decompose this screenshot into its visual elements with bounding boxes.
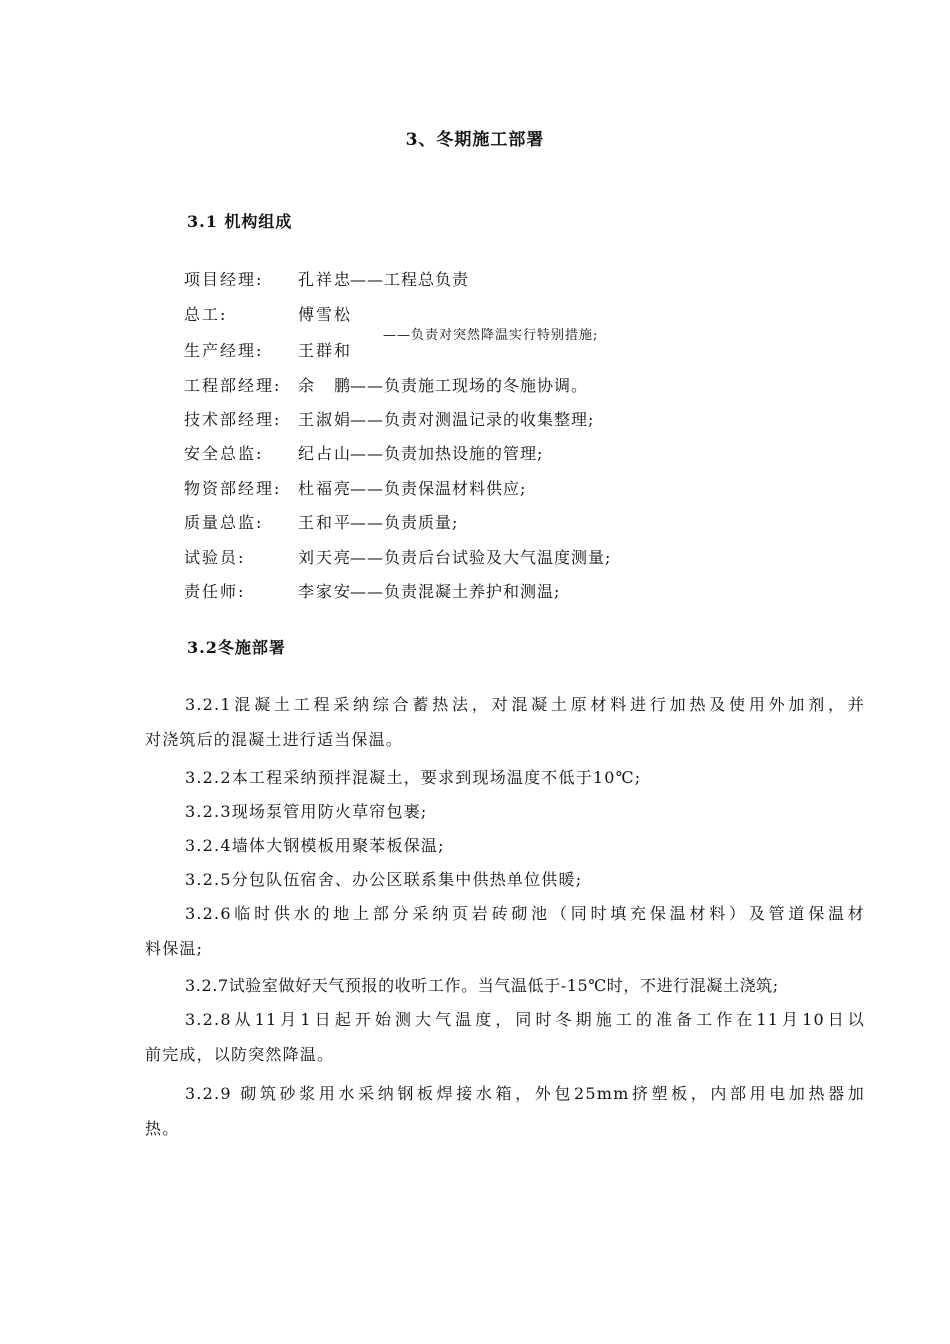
paragraph-3-2-2: 3.2.2本工程采纳预拌混凝土，要求到现场温度不低于10℃; — [185, 768, 642, 787]
paragraph-3-2-1 — [145, 687, 865, 757]
org-resp: ——负责对测温记录的收集整理; — [350, 410, 595, 429]
paragraph-line: 3.2.1混凝土工程采纳综合蓄热法，对混凝土原材料进行加热及使用外加剂，并 — [185, 695, 865, 714]
shared-responsibility: ——负责对突然降温实行特别措施; — [383, 328, 599, 343]
paragraph-line: 前完成，以防突然降温。 — [145, 1045, 335, 1064]
paragraph-3-2-4: 3.2.4墙体大钢模板用聚苯板保温; — [185, 836, 445, 855]
section-heading-3-1: 3.1 机构组成 — [187, 212, 293, 231]
org-name: 孔祥忠 — [298, 270, 353, 289]
org-name: 纪占山 — [298, 444, 353, 463]
page-title: 3、冬期施工部署 — [405, 130, 545, 150]
org-resp: ——负责保温材料供应; — [350, 479, 527, 498]
org-resp: ——负责加热设施的管理; — [350, 444, 544, 463]
paragraph-3-2-8 — [145, 1002, 865, 1072]
paragraph-3-2-3: 3.2.3现场泵管用防火草帘包裹; — [185, 802, 428, 821]
org-resp: ——负责后台试验及大气温度测量; — [350, 548, 612, 567]
org-name: 王和平 — [298, 513, 353, 532]
paragraph-3-2-5: 3.2.5分包队伍宿舍、办公区联系集中供热单位供暖; — [185, 870, 583, 889]
org-name: 杜福亮 — [298, 479, 353, 498]
org-role: 生产经理: — [184, 341, 264, 360]
org-resp: ——工程总负责 — [350, 270, 470, 289]
org-role: 总工: — [184, 305, 228, 324]
org-resp: ——负责施工现场的冬施协调。 — [350, 376, 589, 395]
paragraph-3-2-9 — [145, 1076, 865, 1146]
org-role: 工程部经理: — [184, 376, 282, 395]
org-role: 项目经理: — [184, 270, 264, 289]
org-name: 李家安 — [298, 582, 353, 601]
org-name: 刘天亮 — [298, 548, 353, 567]
org-role: 试验员: — [184, 548, 246, 567]
paragraph-3-2-7: 3.2.7试验室做好天气预报的收听工作。当气温低于-15℃时，不进行混凝土浇筑; — [185, 976, 779, 995]
org-role: 技术部经理: — [184, 410, 282, 429]
org-name: 余 鹏 — [298, 376, 353, 395]
org-name: 王群和 — [298, 341, 353, 360]
paragraph-line: 对浇筑后的混凝土进行适当保温。 — [145, 730, 404, 749]
org-role: 安全总监: — [184, 444, 264, 463]
paragraph-line: 3.2.8从11月1日起开始测大气温度，同时冬期施工的准备工作在11月10日以 — [185, 1010, 865, 1029]
org-resp: ——负责混凝土养护和测温; — [350, 582, 561, 601]
paragraph-line: 热。 — [145, 1119, 180, 1138]
section-heading-3-2: 3.2冬施部署 — [187, 638, 286, 657]
paragraph-3-2-6 — [145, 896, 865, 966]
org-role: 责任师: — [184, 582, 246, 601]
org-name: 王淑娟 — [298, 410, 353, 429]
paragraph-line: 料保温; — [145, 939, 204, 958]
org-role: 质量总监: — [184, 513, 264, 532]
org-name: 傅雪松 — [298, 305, 353, 324]
org-resp: ——负责质量; — [350, 513, 459, 532]
paragraph-line: 3.2.9 砌筑砂浆用水采纳钢板焊接水箱，外包25mm挤塑板，内部用电加热器加 — [185, 1084, 865, 1103]
org-role: 物资部经理: — [184, 479, 282, 498]
paragraph-line: 3.2.6临时供水的地上部分采纳页岩砖砌池（同时填充保温材料）及管道保温材 — [185, 904, 865, 923]
